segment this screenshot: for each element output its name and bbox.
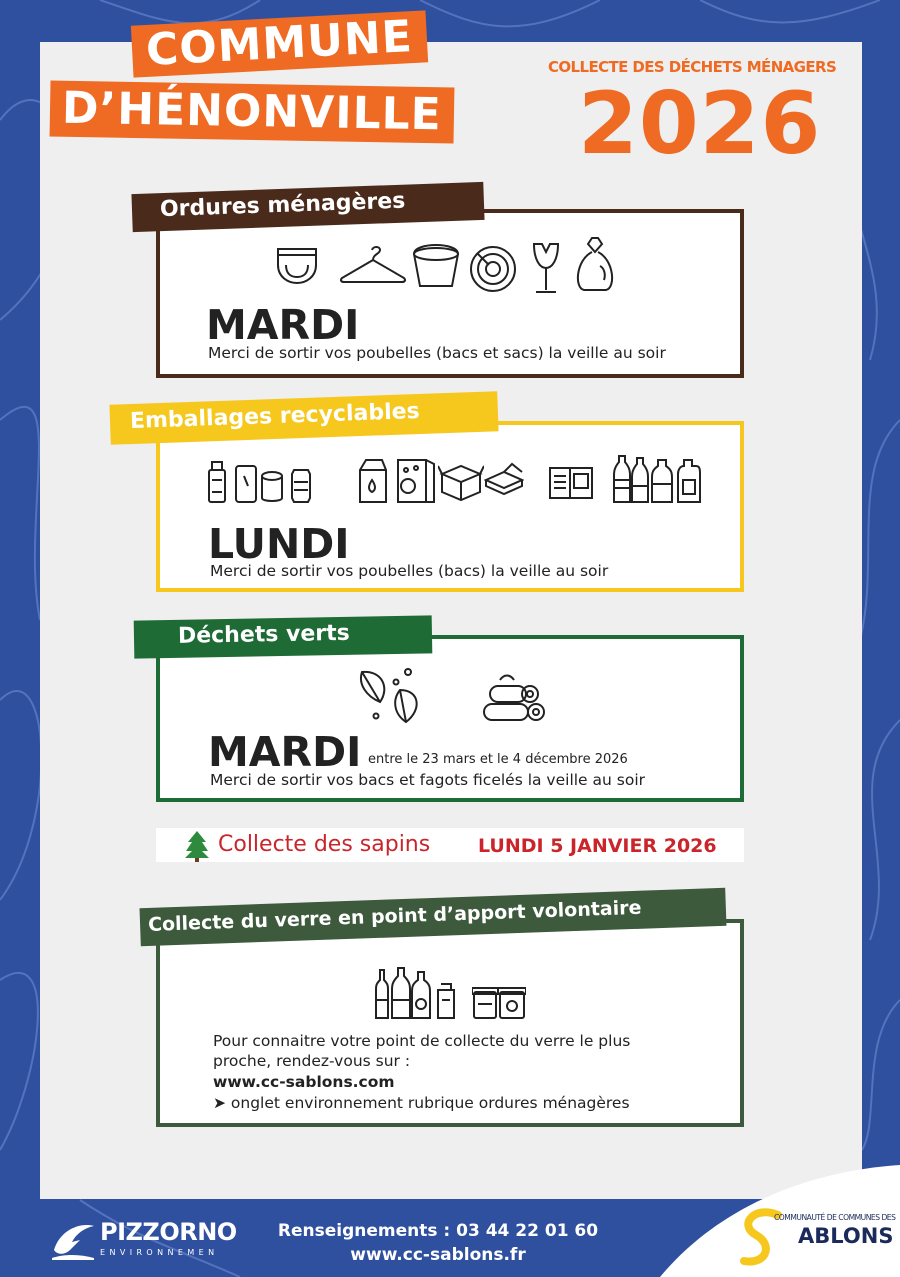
milk-carton-icon [356,456,388,504]
sablons-name: ABLONS [798,1224,894,1248]
pizzorno-name: PIZZORNO [100,1218,237,1246]
cereal-box-icon [394,456,436,504]
verts-label: Déchets verts [134,615,433,658]
footer-website-link[interactable]: www.cc-sablons.fr [350,1245,526,1265]
verre-label: Collecte du verre en point d’apport volontaire [140,888,727,946]
verts-day: MARDI [208,728,362,776]
verre-line1: Pour connaitre votre point de collecte du verre le plus [213,1032,631,1050]
cardboard-box-icon [438,460,484,502]
year-heading: 2026 [578,74,822,174]
collecte-subtitle: COLLECTE DES DÉCHETS MÉNAGERS [548,58,837,76]
spray-can-icon [206,458,228,504]
sablons-subtitle: COMMUNAUTÉ DE COMMUNES DES [774,1213,896,1222]
trash-bag-icon [572,234,618,294]
sapins-text: Collecte des sapins [218,832,431,857]
broken-glass-icon [530,240,562,296]
verre-line2: proche, rendez-vous sur : [213,1052,411,1070]
verre-line4: ➤ onglet environnement rubrique ordures ménagères [213,1094,630,1112]
hanger-icon [338,246,408,286]
ordures-note: Merci de sortir vos poubelles (bacs et sacs) la veille au soir [208,344,666,362]
plastic-bottle-icon [630,456,650,504]
water-bottle-icon [650,458,674,504]
detergent-bottle-icon [676,458,702,504]
ordures-day: MARDI [206,301,360,349]
glass-bottles-icon [374,966,460,1020]
pizzorno-sub: ENVIRONNEMEN [100,1248,219,1257]
emballages-day: LUNDI [208,520,350,568]
renseignements-phone: Renseignements : 03 44 22 01 60 [277,1221,599,1241]
ordures-label: Ordures ménagères [131,182,484,232]
sapins-strip [156,828,744,862]
soda-can-icon [290,466,312,504]
emballages-note: Merci de sortir vos poubelles (bacs) la veille au soir [210,562,609,580]
commune-title-line1: COMMUNE [131,10,428,77]
verts-note: Merci de sortir vos bacs et fagots ficelés la veille au soir [210,771,646,789]
leaves-icon [356,664,426,728]
glass-jars-icon [472,986,526,1020]
dolphin-icon [50,1220,96,1260]
soda-bottle-icon [612,454,632,504]
verre-website-link[interactable]: www.cc-sablons.com [213,1073,395,1091]
footer-info [268,1219,608,1267]
tape-roll-icon [467,243,519,295]
verts-period: entre le 23 mars et le 4 décembre 2026 [368,752,628,767]
food-cans-icon [234,462,286,504]
bucket-icon [410,244,462,290]
logs-icon [480,672,550,724]
pizza-box-icon [484,462,524,498]
sapins-date: LUNDI 5 JANVIER 2026 [478,835,717,857]
christmas-tree-icon [184,830,210,862]
emballages-label: Emballages recyclables [109,391,498,445]
magazine-icon [548,464,594,500]
diaper-icon [274,243,320,287]
commune-title-line2: D’HÉNONVILLE [50,80,455,143]
